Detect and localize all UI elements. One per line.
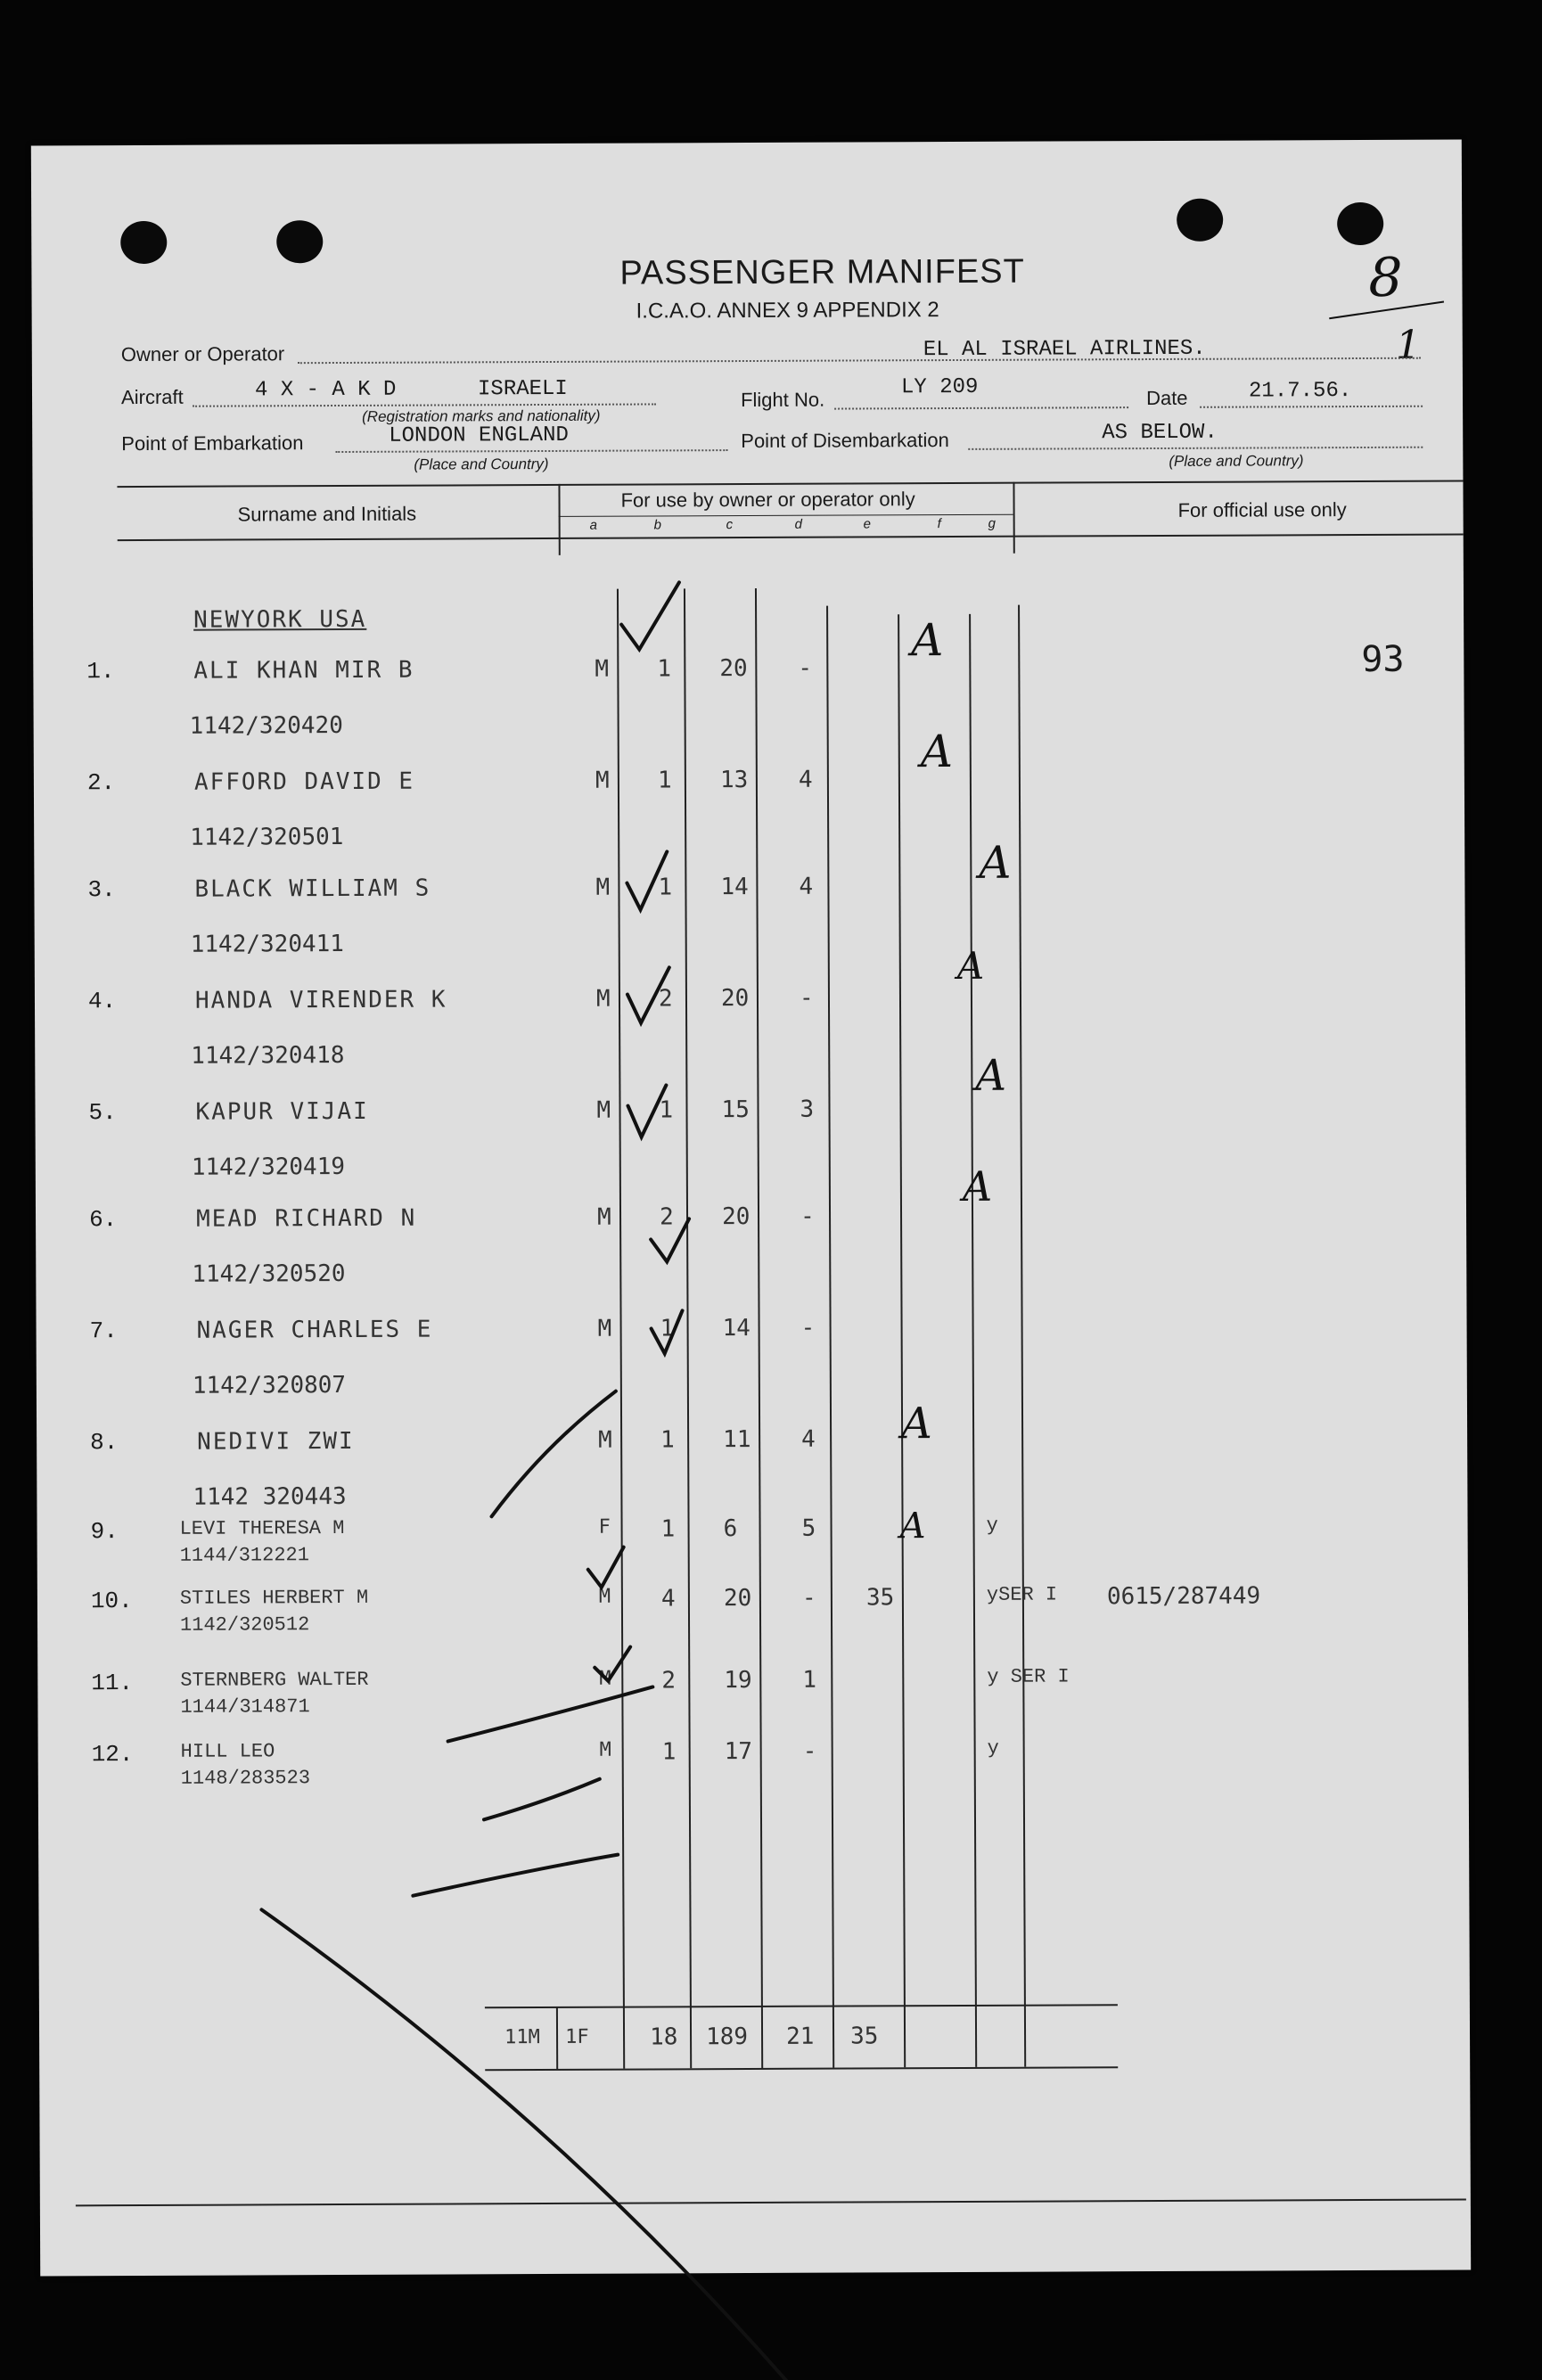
cell-b: 4	[660, 1585, 676, 1613]
cell-c: 6	[723, 1515, 738, 1543]
passenger-ref: 1142/320520	[192, 1260, 346, 1288]
row-number: 11.	[91, 1670, 134, 1697]
passenger-ref: 1144/312221	[179, 1544, 309, 1567]
check-mark	[627, 1085, 666, 1137]
total-b: 18	[649, 2023, 678, 2051]
passenger-ref: 1142/320501	[190, 823, 344, 851]
page-title: PASSENGER MANIFEST	[619, 252, 1025, 292]
date-value: 21.7.56.	[1248, 379, 1352, 404]
passenger-ref: 1142/320807	[192, 1371, 347, 1399]
cell-d: -	[799, 984, 814, 1012]
strike-line	[491, 1391, 617, 1517]
subcol-c: c	[726, 517, 734, 533]
check-mark	[627, 851, 667, 909]
total-male: 11M	[504, 2026, 540, 2049]
cell-d: 4	[801, 1425, 816, 1453]
cell-b: 1	[660, 1515, 676, 1543]
cell-d: 3	[800, 1096, 815, 1123]
passenger-ref: 1142/320419	[191, 1153, 346, 1181]
passenger-name: STERNBERG WALTER	[180, 1668, 369, 1692]
mark-a: A	[920, 726, 954, 778]
row-number: 12.	[91, 1741, 134, 1769]
cell-c: 20	[721, 1203, 750, 1231]
column-operator: For use by owner or operator only	[620, 488, 915, 512]
cell-c: 19	[724, 1667, 752, 1695]
passenger-ref: 1142/320420	[189, 711, 343, 740]
cell-b: 1	[659, 1096, 674, 1124]
embarkation-label: Point of Embarkation	[121, 431, 304, 455]
cell-c: 17	[724, 1737, 753, 1766]
strike-line	[447, 1687, 652, 1741]
manifest-sheet	[31, 140, 1471, 2277]
row-number: 7.	[89, 1317, 118, 1345]
mark-a: A	[899, 1506, 926, 1547]
mark-a: A	[911, 614, 944, 667]
embarkation-note: (Place and Country)	[414, 455, 549, 473]
check-mark	[621, 582, 679, 649]
cell-c: 14	[722, 1315, 750, 1342]
page-number: 93	[1361, 638, 1405, 681]
row-number: 6.	[88, 1206, 118, 1234]
cell-a: M	[595, 874, 611, 901]
official-ref: 0615/287449	[1106, 1582, 1261, 1611]
mark-a: A	[962, 1161, 993, 1211]
passenger-name: BLACK WILLIAM S	[194, 874, 431, 903]
strike-line	[261, 1908, 816, 2380]
cell-d: 5	[801, 1514, 816, 1542]
date-label: Date	[1145, 386, 1188, 410]
cell-c: 11	[723, 1426, 751, 1454]
page-subtitle: I.C.A.O. ANNEX 9 APPENDIX 2	[636, 298, 939, 324]
passenger-ref: 1144/314871	[180, 1695, 310, 1719]
mark-a: A	[956, 943, 985, 988]
passenger-ref: 1142 320443	[193, 1482, 347, 1511]
cell-d: -	[798, 654, 813, 682]
aircraft-nationality: ISRAELI	[477, 376, 568, 402]
cell-c: 20	[719, 655, 748, 683]
row-number: 1.	[86, 658, 115, 685]
check-mark	[627, 967, 669, 1022]
total-e: 35	[849, 2023, 879, 2050]
passenger-name: NAGER CHARLES E	[196, 1316, 433, 1344]
passenger-ref: 1142/320411	[190, 930, 344, 958]
strike-line	[484, 1779, 600, 1820]
cell-d: 4	[799, 873, 814, 900]
cell-e: 35	[865, 1584, 895, 1612]
destination: NEWYORK USA	[193, 605, 367, 634]
passenger-name: NEDIVI ZWI	[197, 1427, 355, 1456]
aircraft-label: Aircraft	[120, 385, 184, 409]
check-mark	[595, 1647, 630, 1681]
cell-a: M	[599, 1738, 611, 1761]
cell-a: M	[597, 1315, 612, 1342]
embarkation-value: LONDON ENGLAND	[389, 423, 569, 448]
passenger-ref: 1142/320512	[179, 1613, 310, 1637]
row-number: 10.	[90, 1588, 133, 1615]
subcol-f: f	[937, 516, 941, 532]
passenger-name: AFFORD DAVID E	[193, 767, 415, 796]
flight-label: Flight No.	[740, 388, 825, 412]
cell-d: 4	[798, 766, 813, 793]
disembarkation-label: Point of Disembarkation	[741, 429, 949, 453]
passenger-ref: 1142/320418	[191, 1041, 345, 1070]
cell-d: -	[800, 1314, 816, 1342]
passenger-name: MEAD RICHARD N	[195, 1204, 417, 1233]
passenger-ref: 1148/283523	[180, 1767, 311, 1790]
cell-g: y	[987, 1736, 999, 1760]
cell-d: -	[802, 1737, 817, 1765]
cell-a: M	[595, 985, 611, 1013]
row-number: 5.	[88, 1099, 117, 1127]
cell-b: 1	[657, 767, 672, 794]
cell-b: 2	[661, 1667, 677, 1695]
passenger-name: HANDA VIRENDER K	[194, 986, 447, 1014]
owner-value: EL AL ISRAEL AIRLINES.	[923, 336, 1206, 363]
passenger-name: STILES HERBERT M	[179, 1586, 369, 1610]
cell-a: M	[596, 1203, 611, 1231]
mark-a: A	[979, 836, 1012, 889]
cell-b: 1	[660, 1315, 675, 1342]
row-number: 2.	[86, 769, 116, 797]
cell-d: -	[800, 1202, 815, 1230]
row-number: 9.	[90, 1518, 119, 1546]
passenger-name: LEVI THERESA M	[179, 1516, 345, 1540]
cell-c: 13	[719, 767, 749, 794]
cell-a: M	[595, 655, 610, 683]
check-mark	[588, 1547, 624, 1588]
aircraft-note: (Registration marks and nationality)	[362, 406, 601, 425]
disembarkation-note: (Place and Country)	[1169, 452, 1304, 470]
cell-b: 1	[658, 874, 673, 901]
mark-a: A	[975, 1050, 1007, 1101]
cell-g: y SER I	[987, 1665, 1070, 1688]
check-mark	[652, 1310, 683, 1353]
subcol-d: d	[794, 516, 803, 532]
flight-value: LY 209	[900, 374, 979, 400]
passenger-name: KAPUR VIJAI	[195, 1097, 369, 1126]
disembarkation-value: AS BELOW.	[1102, 420, 1218, 446]
cell-a: M	[595, 767, 610, 794]
mark-a: A	[900, 1399, 932, 1449]
subcol-g: g	[988, 515, 997, 531]
passenger-name: ALI KHAN MIR B	[193, 656, 414, 685]
cell-d: -	[801, 1584, 816, 1612]
cell-d: 1	[802, 1666, 817, 1694]
owner-label: Owner or Operator	[120, 342, 285, 366]
cell-c: 14	[720, 874, 749, 901]
cell-c: 20	[720, 985, 750, 1013]
column-surname: Surname and Initials	[237, 502, 417, 526]
row-number: 8.	[90, 1429, 119, 1457]
passenger-name: HILL LEO	[180, 1740, 275, 1763]
aircraft-registration: 4 X - A K D	[254, 377, 397, 403]
cell-a: F	[598, 1515, 611, 1539]
cell-c: 20	[723, 1585, 752, 1613]
subcol-b: b	[653, 517, 662, 533]
total-c: 189	[705, 2023, 749, 2051]
cell-g: y	[986, 1514, 998, 1537]
corner-mark-bottom: 1	[1395, 322, 1421, 368]
cell-b: 1	[660, 1426, 675, 1454]
cell-b: 1	[657, 655, 672, 683]
row-number: 4.	[87, 988, 117, 1015]
corner-mark-top: 8	[1368, 246, 1403, 309]
cell-g: ySER I	[986, 1583, 1058, 1606]
handwritten-annotations	[31, 140, 1471, 2277]
total-female: 1F	[565, 2025, 589, 2048]
cell-b: 1	[661, 1738, 677, 1766]
subcol-a: a	[589, 517, 598, 533]
column-official: For official use only	[1177, 498, 1347, 521]
cell-c: 15	[721, 1096, 750, 1124]
check-mark	[651, 1219, 689, 1261]
cell-b: 2	[658, 985, 673, 1013]
cell-a: M	[598, 1585, 611, 1608]
cell-a: M	[599, 1667, 611, 1690]
cell-b: 2	[659, 1203, 674, 1231]
cell-a: M	[598, 1426, 612, 1454]
cell-a: M	[596, 1096, 611, 1124]
row-number: 3.	[87, 876, 116, 904]
total-d: 21	[785, 2023, 815, 2050]
strike-line	[413, 1855, 618, 1896]
subcol-e: e	[863, 516, 872, 532]
